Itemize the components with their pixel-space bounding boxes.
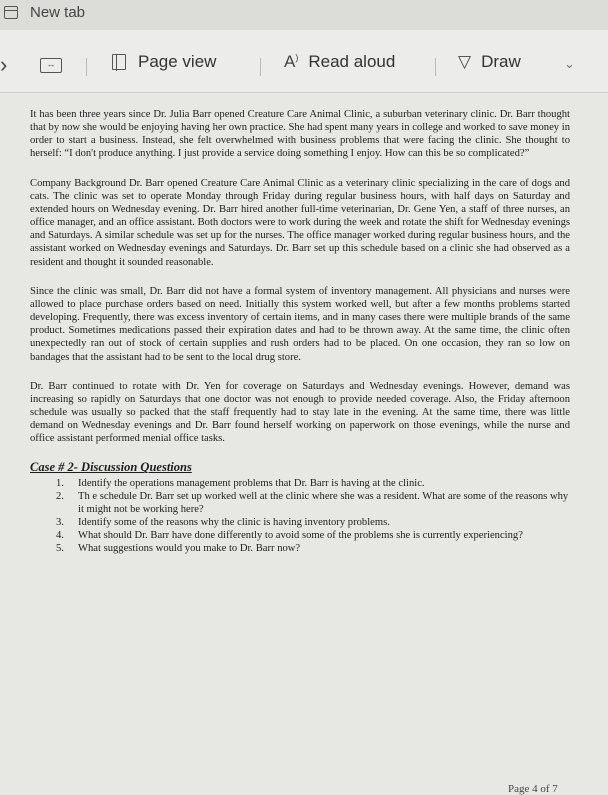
page-view-label: Page view: [138, 52, 217, 71]
question-number: 1.: [56, 477, 64, 489]
page-indicator: Page 4 of 7: [508, 783, 558, 795]
paragraph-scheduling: Dr. Barr continued to rotate with Dr. Yen for coverage on Saturdays and Wednesday evenings. However, demand was increasing so rapidly on Saturdays that one doctor was not enough to provide needed coverage. Also, the Friday afternoon schedule was usually so packed that the staff frequently had to stay late in the evening. At the same time, there was little demand on Wednesday evenings and Dr. Barr found herself working on paperwork on those evenings, while the nurse and office assistant performed menial office tasks.: [30, 380, 570, 445]
question-text: What suggestions would you make to Dr. Barr now?: [78, 543, 301, 555]
question-item: [30, 516, 570, 529]
draw-pen-icon: ▽: [458, 52, 472, 71]
case-heading: Case # 2- Discussion Questions: [30, 460, 192, 475]
draw-label: Draw: [481, 52, 521, 71]
question-text: Identify some of the reasons why the clinic is having inventory problems.: [78, 517, 390, 529]
question-text: What should Dr. Barr have done differently to avoid some of the problems she is currently experiencing?: [78, 530, 523, 542]
reader-toolbar: [0, 30, 608, 93]
question-text: Identify the operations management problems that Dr. Barr is having at the clinic.: [78, 477, 425, 489]
question-number: 2.: [56, 490, 64, 502]
tab-title[interactable]: New tab: [30, 4, 86, 21]
paragraph-intro: It has been three years since Dr. Julia Barr opened Creature Care Animal Clinic, a suburban veterinary clinic. Dr. Barr thought that by now she would be enjoying having her own practice. She had spent many years in college and worked to save money in order to start a business. Instead, she felt overwhelmed with business problems that were facing the clinic. She thought to herself: “I don't produce anything. I just provide a service doing something I enjoy. How can this be so complicated?”: [30, 109, 570, 160]
draw-button[interactable]: [458, 52, 521, 72]
tab-strip: [0, 0, 608, 30]
paragraph-inventory: Since the clinic was small, Dr. Barr did not have a formal system of inventory management. All physicians and nurses were allowed to place purchase orders based on need. Initially this system worked well, but after a few months problems started developing. Frequently, there was excess inventory of certain items, and in many cases there were multiple brands of the same product. Sometimes medications passed their expiration dates and had to be thrown away. At the same time, the clinic often unexpectedly ran out of stock of certain supplies and rush orders had to be placed. On one occasion, they ran so low on bandages that the assistant had to be sent to the local drug store.: [30, 285, 570, 363]
question-item: [30, 490, 570, 516]
chevron-down-icon[interactable]: ⌄: [564, 56, 575, 71]
question-item: [30, 529, 570, 542]
discussion-questions: [30, 477, 570, 556]
page-view-button[interactable]: [112, 52, 216, 72]
question-number: 5.: [56, 543, 64, 555]
question-number: 3.: [56, 517, 64, 529]
question-number: 4.: [56, 530, 64, 542]
question-item: [30, 542, 570, 555]
page-view-icon: [112, 54, 126, 70]
paragraph-company-background: Company Background Dr. Barr opened Creature Care Animal Clinic as a veterinary clinic specializing in the care of dogs and cats. The clinic was set to operate Monday through Friday during regular business hours, with half days on Saturday and extended hours on Wednesday evening. Dr. Barr hired another full-time veterinarian, Dr. Gene Yen, a staff of three nurses, an office manager, and an office assistant. Both doctors were to work during the week and rotate the shift for Wednesday evenings and Saturdays. A similar schedule was set up for the nurses. The office manager worked during regular business hours, and the assistant worked on Wednesday evenings and Saturdays. Dr. Barr set up this schedule based on a clinic she had observed as a resident and thought it sounded reasonable.: [30, 177, 570, 268]
back-icon[interactable]: ›: [0, 52, 8, 77]
question-item: [30, 477, 570, 490]
read-aloud-button[interactable]: [284, 52, 395, 72]
read-aloud-icon: A): [284, 52, 299, 71]
fit-width-icon[interactable]: ↔: [40, 58, 62, 73]
tab-page-icon: [4, 6, 18, 19]
read-aloud-label: Read aloud: [308, 52, 396, 71]
document-page: [30, 108, 570, 795]
toolbar-divider: [86, 58, 87, 76]
toolbar-divider: [260, 58, 261, 76]
question-text: Th e schedule Dr. Barr set up worked well at the clinic where she was a resident. What are some of the reasons why it might not be working here?: [78, 490, 569, 515]
toolbar-divider: [435, 58, 436, 76]
